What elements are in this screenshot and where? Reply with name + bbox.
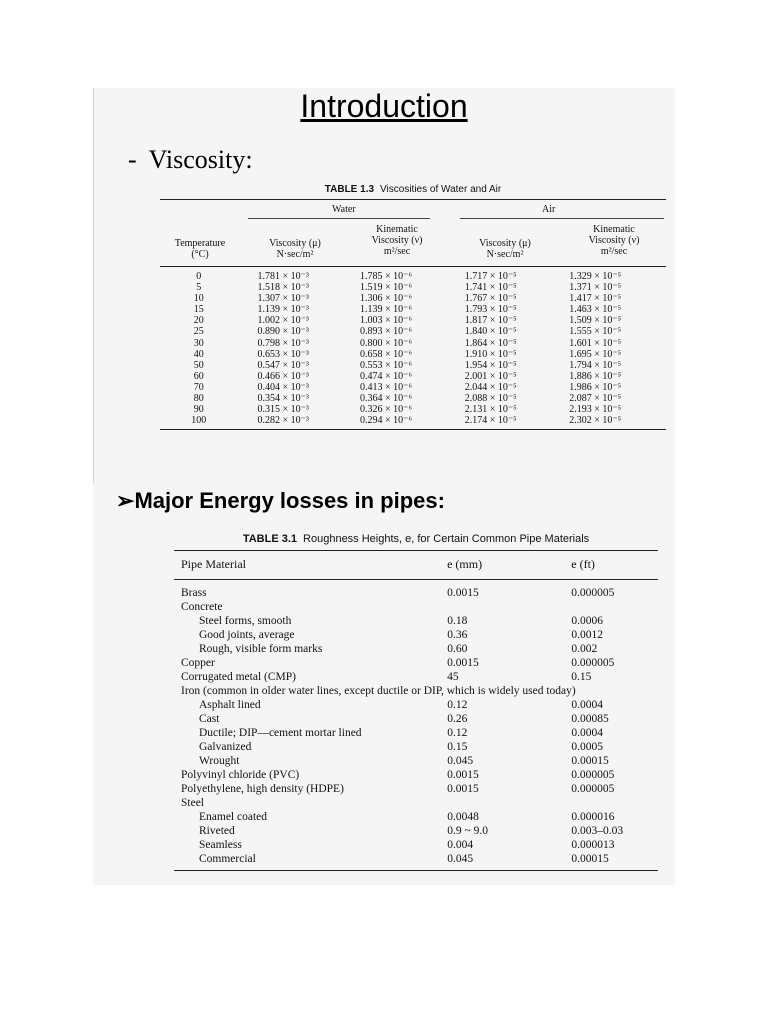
section-heading <box>116 488 445 514</box>
cell-material: Seamless <box>199 839 242 851</box>
table13-caption-text: Viscosities of Water and Air <box>380 184 502 195</box>
cell-e-mm <box>447 600 571 614</box>
cell-temperature: 15 <box>193 304 204 316</box>
cell-air-viscosity: 2.088 × 10⁻⁵ <box>464 393 517 405</box>
cell-water-kinematic: 0.658 × 10⁻⁶ <box>360 348 412 360</box>
section-subtitle <box>128 145 253 175</box>
cell-e-mm <box>447 796 571 810</box>
group-air: Air <box>542 204 556 215</box>
subtitle-text: Viscosity: <box>148 145 253 174</box>
cell-e-ft: 0.0012 <box>571 629 603 641</box>
cell-e-mm: 0.0048 <box>447 811 479 823</box>
table-row <box>174 656 658 670</box>
cell-material: Good joints, average <box>199 629 295 641</box>
cell-material: Enamel coated <box>199 811 268 823</box>
cell-air-kinematic: 1.417 × 10⁻⁵ <box>569 293 622 305</box>
table-row <box>174 670 658 684</box>
section-heading-text: Major Energy losses in pipes: <box>134 488 445 513</box>
cell-e-ft: 0.0005 <box>571 741 603 753</box>
cell-water-kinematic: 0.474 × 10⁻⁶ <box>360 370 412 382</box>
cell-water-kinematic: 1.139 × 10⁻⁶ <box>360 304 412 316</box>
table-row <box>160 338 666 349</box>
table-row <box>160 282 666 293</box>
cell-water-viscosity: 0.890 × 10⁻³ <box>257 326 309 338</box>
cell-e-ft <box>571 796 658 810</box>
table-row <box>174 726 658 740</box>
cell-water-kinematic: 0.800 × 10⁻⁶ <box>360 337 412 349</box>
hdr-air-viscosity: Viscosity (μ) N·sec/m² <box>479 238 531 260</box>
cell-air-viscosity: 1.741 × 10⁻⁵ <box>464 282 517 294</box>
cell-e-ft: 0.0004 <box>571 699 603 711</box>
cell-e-mm: 0.36 <box>447 629 468 641</box>
cell-material: Concrete <box>181 601 223 613</box>
cell-air-viscosity: 2.174 × 10⁻⁵ <box>464 415 517 427</box>
table31-caption <box>174 533 658 545</box>
cell-material: Riveted <box>199 825 235 837</box>
cell-e-ft: 0.000013 <box>571 839 615 851</box>
cell-e-mm: 0.9 ~ 9.0 <box>447 825 488 837</box>
hdr-pipe-material: Pipe Material <box>181 557 246 571</box>
cell-e-mm: 0.0015 <box>447 783 479 795</box>
table-row <box>160 360 666 371</box>
cell-water-kinematic: 1.306 × 10⁻⁶ <box>360 293 412 305</box>
cell-material: Corrugated metal (CMP) <box>181 671 296 683</box>
cell-e-mm: 0.12 <box>447 727 468 739</box>
cell-air-viscosity: 1.817 × 10⁻⁵ <box>464 315 517 327</box>
table-row <box>174 782 658 796</box>
cell-material: Copper <box>181 657 215 669</box>
hdr-air-kinematic: Kinematic Viscosity (ν) m²/sec <box>588 224 640 257</box>
table-row <box>160 404 666 415</box>
hdr-e-ft: e (ft) <box>571 557 595 571</box>
cell-water-kinematic: 1.785 × 10⁻⁶ <box>360 271 412 282</box>
cell-air-kinematic: 1.986 × 10⁻⁵ <box>569 381 622 393</box>
cell-water-viscosity: 1.518 × 10⁻³ <box>257 282 309 294</box>
cell-material: Polyvinyl chloride (PVC) <box>181 769 300 781</box>
cell-water-kinematic: 1.003 × 10⁻⁶ <box>360 315 412 327</box>
cell-air-kinematic: 2.087 × 10⁻⁵ <box>569 393 622 405</box>
cell-water-viscosity: 0.798 × 10⁻³ <box>257 337 309 349</box>
cell-e-mm: 0.60 <box>447 643 468 655</box>
cell-temperature: 90 <box>193 404 204 416</box>
cell-material: Cast <box>199 713 220 725</box>
cell-e-ft <box>571 600 658 614</box>
cell-water-kinematic: 1.519 × 10⁻⁶ <box>360 282 412 294</box>
table-row <box>174 740 658 754</box>
cell-temperature: 30 <box>193 337 204 349</box>
table-row <box>174 754 658 768</box>
cell-e-ft: 0.0006 <box>571 615 603 627</box>
cell-air-kinematic: 1.886 × 10⁻⁵ <box>569 370 622 382</box>
table-row <box>160 304 666 315</box>
hdr-e-mm: e (mm) <box>447 557 483 571</box>
cell-e-mm: 0.045 <box>447 755 474 767</box>
air-group-line <box>460 218 664 219</box>
cell-water-viscosity: 0.547 × 10⁻³ <box>257 359 309 371</box>
cell-temperature: 5 <box>196 282 202 294</box>
cell-material: Brass <box>181 587 207 599</box>
cell-material: Steel <box>181 797 204 809</box>
table-row <box>174 810 658 824</box>
cell-temperature: 40 <box>193 348 204 360</box>
cell-temperature: 70 <box>193 381 204 393</box>
hdr-water-kinematic: Kinematic Viscosity (ν) m²/sec <box>371 224 423 257</box>
cell-air-kinematic: 1.463 × 10⁻⁵ <box>569 304 622 316</box>
table-row <box>174 852 658 866</box>
cell-e-ft: 0.000005 <box>571 783 615 795</box>
cell-air-viscosity: 2.001 × 10⁻⁵ <box>464 370 517 382</box>
cell-air-viscosity: 2.044 × 10⁻⁵ <box>464 381 517 393</box>
water-group-line <box>248 218 430 219</box>
cell-e-mm: 0.0015 <box>447 587 479 599</box>
table-row <box>160 271 666 282</box>
cell-e-mm: 0.045 <box>447 853 474 865</box>
cell-e-ft: 0.00015 <box>571 755 609 767</box>
cell-air-viscosity: 1.864 × 10⁻⁵ <box>464 337 517 349</box>
cell-material: Ductile; DIP—cement mortar lined <box>199 727 362 739</box>
cell-e-ft: 0.000005 <box>571 587 615 599</box>
cell-water-viscosity: 0.466 × 10⁻³ <box>257 370 309 382</box>
cell-e-mm: 0.15 <box>447 741 468 753</box>
cell-water-kinematic: 0.413 × 10⁻⁶ <box>360 381 412 393</box>
cell-e-mm: 0.26 <box>447 713 468 725</box>
cell-water-kinematic: 0.326 × 10⁻⁶ <box>360 404 412 416</box>
table31-bottom-rule <box>174 870 658 871</box>
cell-e-ft: 0.000005 <box>571 657 615 669</box>
cell-water-viscosity: 1.139 × 10⁻³ <box>257 304 309 316</box>
table-row <box>174 614 658 628</box>
cell-water-viscosity: 0.315 × 10⁻³ <box>257 404 309 416</box>
table13-label: TABLE 1.3 <box>324 184 375 195</box>
cell-e-ft: 0.15 <box>571 671 592 683</box>
cell-air-kinematic: 1.794 × 10⁻⁵ <box>569 359 622 371</box>
cell-material: Steel forms, smooth <box>199 615 292 627</box>
hdr-water-viscosity: Viscosity (μ) N·sec/m² <box>269 238 321 260</box>
arrow-bullet-icon: ➢ <box>116 488 135 513</box>
table-row <box>160 293 666 304</box>
cell-air-kinematic: 2.193 × 10⁻⁵ <box>569 404 622 416</box>
cell-e-ft: 0.0004 <box>571 727 603 739</box>
table-row <box>174 824 658 838</box>
table31-body <box>174 580 658 870</box>
table13-header <box>160 220 666 266</box>
cell-water-viscosity: 0.354 × 10⁻³ <box>257 393 309 405</box>
cell-water-viscosity: 0.404 × 10⁻³ <box>257 381 309 393</box>
cell-water-kinematic: 0.294 × 10⁻⁶ <box>360 415 412 427</box>
cell-material: Commercial <box>199 853 256 865</box>
table-row <box>160 315 666 326</box>
page-title: Introduction <box>300 88 468 124</box>
table-row <box>174 712 658 726</box>
cell-air-viscosity: 1.840 × 10⁻⁵ <box>464 326 517 338</box>
cell-temperature: 0 <box>196 271 202 282</box>
cell-temperature: 25 <box>193 326 204 338</box>
table-row <box>174 684 658 698</box>
table-row <box>160 349 666 360</box>
cell-material: Iron (common in older water lines, except ductile or DIP, which is widely used today) <box>181 685 576 697</box>
cell-e-ft: 0.002 <box>571 643 598 655</box>
table-row <box>160 415 666 426</box>
table-row <box>174 796 658 810</box>
cell-air-kinematic: 2.302 × 10⁻⁵ <box>569 415 622 427</box>
group-water: Water <box>332 204 356 215</box>
cell-water-viscosity: 0.653 × 10⁻³ <box>257 348 309 360</box>
viscosity-table <box>160 184 666 430</box>
subtitle-dash: - <box>128 145 137 174</box>
table-row <box>174 586 658 600</box>
cell-water-kinematic: 0.364 × 10⁻⁶ <box>360 393 412 405</box>
table31-label: TABLE 3.1 <box>242 533 298 545</box>
cell-e-mm: 0.12 <box>447 699 468 711</box>
cell-water-viscosity: 1.002 × 10⁻³ <box>257 315 309 327</box>
cell-air-viscosity: 1.767 × 10⁻⁵ <box>464 293 517 305</box>
cell-e-ft: 0.000016 <box>571 811 615 823</box>
table31-caption-text: Roughness Heights, e, for Certain Common Pipe Materials <box>303 533 590 545</box>
table-row <box>160 393 666 404</box>
cell-e-ft: 0.000005 <box>571 769 615 781</box>
table-row <box>174 642 658 656</box>
cell-material: Wrought <box>199 755 240 767</box>
cell-e-ft: 0.00015 <box>571 853 609 865</box>
cell-e-mm: 45 <box>447 671 459 683</box>
cell-temperature: 20 <box>193 315 204 327</box>
cell-material: Rough, visible form marks <box>199 643 323 655</box>
cell-material: Galvanized <box>199 741 252 753</box>
cell-air-viscosity: 1.954 × 10⁻⁵ <box>464 359 517 371</box>
roughness-table <box>174 533 658 871</box>
margin-line <box>93 88 94 483</box>
cell-e-ft: 0.003–0.03 <box>571 825 624 837</box>
cell-material: Asphalt lined <box>199 699 261 711</box>
table-row <box>174 698 658 712</box>
table13-body <box>160 267 666 429</box>
cell-air-viscosity: 1.717 × 10⁻⁵ <box>464 271 517 282</box>
cell-air-kinematic: 1.371 × 10⁻⁵ <box>569 282 622 294</box>
cell-e-mm: 0.0015 <box>447 657 479 669</box>
cell-e-ft: 0.00085 <box>571 713 609 725</box>
cell-temperature: 100 <box>191 415 207 427</box>
table13-group-row <box>160 200 666 220</box>
cell-water-viscosity: 1.781 × 10⁻³ <box>257 271 309 282</box>
table31-header <box>174 551 658 579</box>
cell-air-viscosity: 1.910 × 10⁻⁵ <box>464 348 517 360</box>
cell-water-viscosity: 0.282 × 10⁻³ <box>257 415 309 427</box>
cell-e-mm: 0.004 <box>447 839 474 851</box>
table-row <box>160 326 666 337</box>
cell-water-viscosity: 1.307 × 10⁻³ <box>257 293 309 305</box>
cell-air-kinematic: 1.555 × 10⁻⁵ <box>569 326 622 338</box>
cell-water-kinematic: 0.893 × 10⁻⁶ <box>360 326 412 338</box>
cell-air-viscosity: 2.131 × 10⁻⁵ <box>464 404 517 416</box>
cell-material: Polyethylene, high density (HDPE) <box>181 783 344 795</box>
cell-temperature: 50 <box>193 359 204 371</box>
table-row <box>160 382 666 393</box>
table-row <box>160 371 666 382</box>
cell-temperature: 80 <box>193 393 204 405</box>
cell-e-mm: 0.18 <box>447 615 468 627</box>
cell-temperature: 60 <box>193 370 204 382</box>
table13-caption <box>160 184 666 195</box>
table-row <box>174 600 658 614</box>
cell-air-kinematic: 1.509 × 10⁻⁵ <box>569 315 622 327</box>
cell-e-mm: 0.0015 <box>447 769 479 781</box>
cell-air-kinematic: 1.695 × 10⁻⁵ <box>569 348 622 360</box>
cell-water-kinematic: 0.553 × 10⁻⁶ <box>360 359 412 371</box>
table-row <box>174 628 658 642</box>
table-row <box>174 838 658 852</box>
cell-air-viscosity: 1.793 × 10⁻⁵ <box>464 304 517 316</box>
table-row <box>174 768 658 782</box>
hdr-temperature: Temperature (°C) <box>174 238 226 260</box>
cell-air-kinematic: 1.329 × 10⁻⁵ <box>569 271 622 282</box>
cell-temperature: 10 <box>193 293 204 305</box>
table13-bottom-rule <box>160 429 666 430</box>
cell-air-kinematic: 1.601 × 10⁻⁵ <box>569 337 622 349</box>
